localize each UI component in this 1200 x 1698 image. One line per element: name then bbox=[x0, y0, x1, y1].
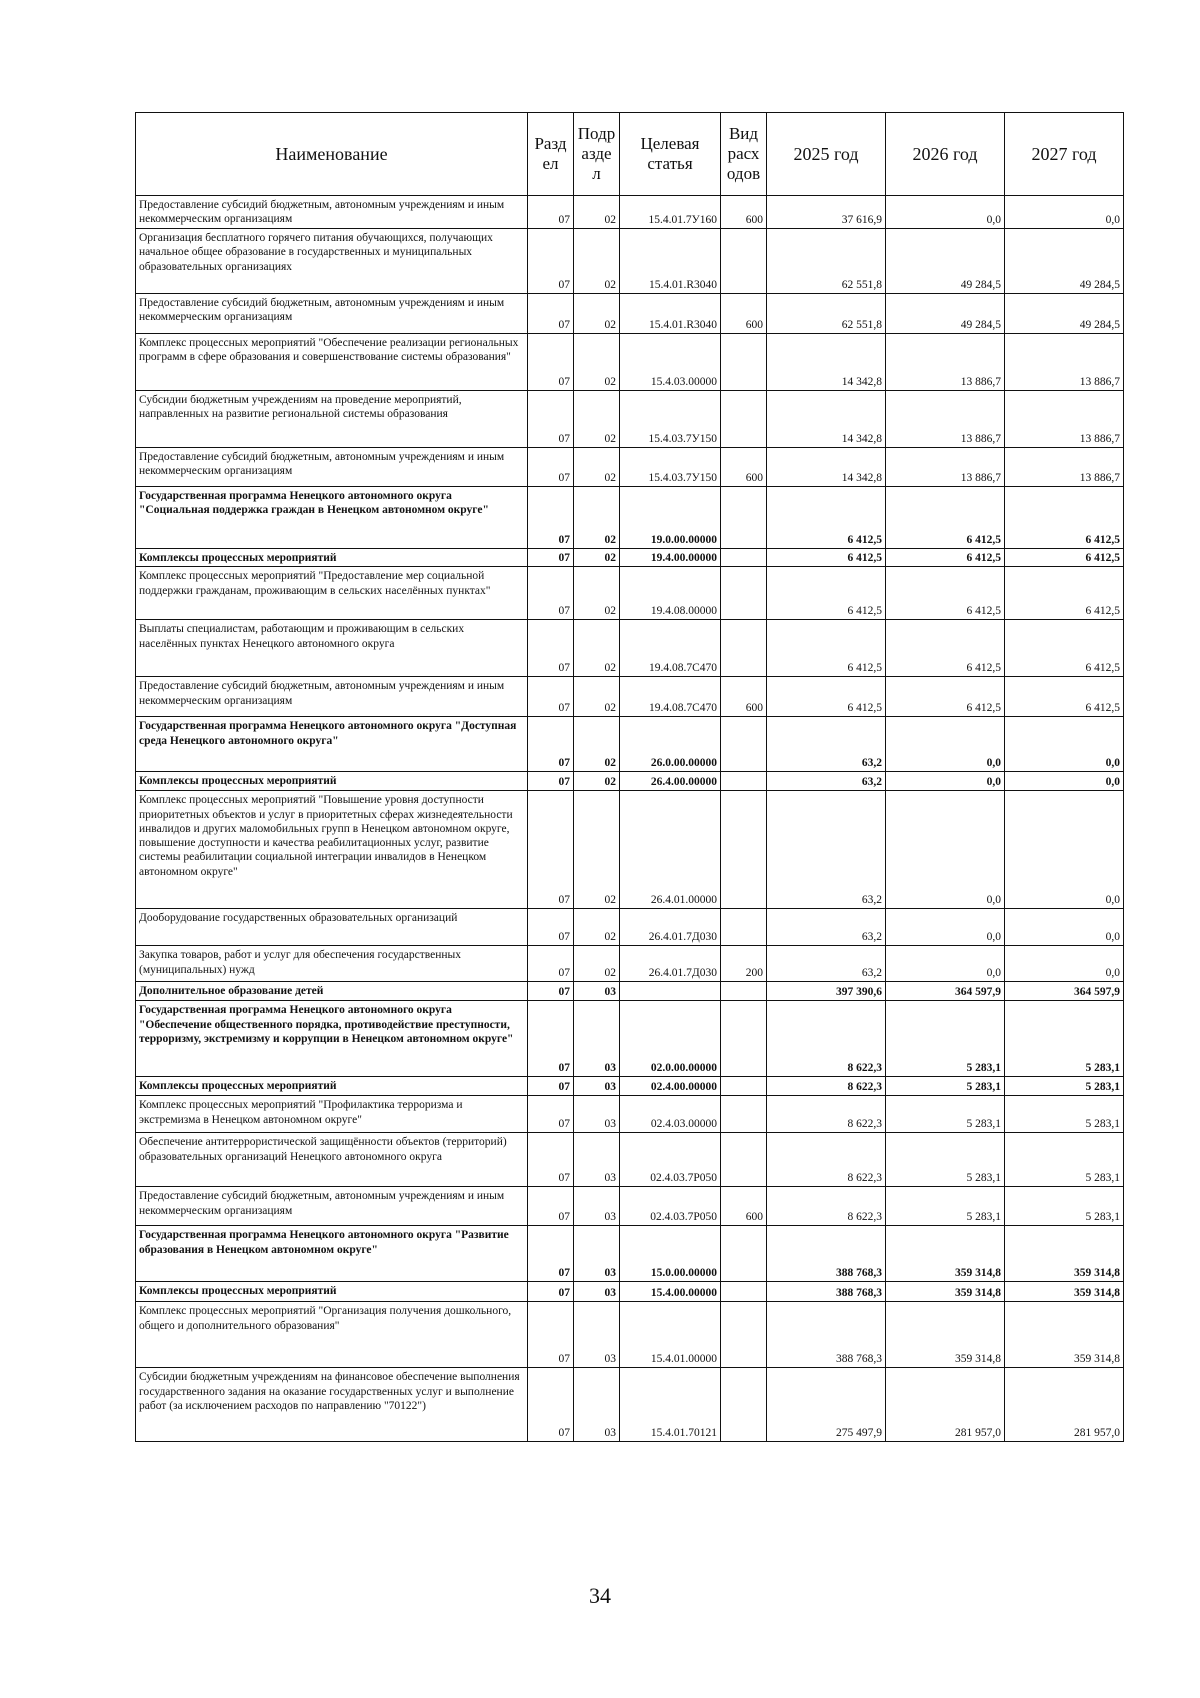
cell-target bbox=[620, 982, 721, 1001]
cell-2025: 14 342,8 bbox=[767, 448, 886, 487]
cell-2025: 8 622,3 bbox=[767, 1001, 886, 1077]
cell-vid bbox=[721, 1282, 767, 1302]
cell-razdel: 07 bbox=[528, 791, 574, 909]
table-row bbox=[136, 1187, 1124, 1226]
cell-2025: 275 497,9 bbox=[767, 1368, 886, 1442]
cell-podrazdel: 02 bbox=[574, 448, 620, 487]
cell-target: 19.0.00.00000 bbox=[620, 487, 721, 549]
cell-2027: 0,0 bbox=[1005, 909, 1124, 946]
cell-2025: 63,2 bbox=[767, 946, 886, 982]
table-row bbox=[136, 677, 1124, 717]
cell-target: 15.4.03.7У150 bbox=[620, 448, 721, 487]
cell-name: Дополнительное образование детей bbox=[136, 982, 528, 1001]
table-row bbox=[136, 487, 1124, 549]
cell-vid bbox=[721, 391, 767, 448]
cell-podrazdel: 02 bbox=[574, 791, 620, 909]
cell-podrazdel: 02 bbox=[574, 549, 620, 567]
cell-2027: 359 314,8 bbox=[1005, 1282, 1124, 1302]
cell-razdel: 07 bbox=[528, 717, 574, 772]
table-row bbox=[136, 1133, 1124, 1187]
cell-2026: 0,0 bbox=[886, 909, 1005, 946]
cell-vid bbox=[721, 982, 767, 1001]
table-row bbox=[136, 946, 1124, 982]
cell-podrazdel: 03 bbox=[574, 1302, 620, 1368]
header-podrazdel: Подр азде л bbox=[574, 113, 620, 196]
cell-2027: 49 284,5 bbox=[1005, 229, 1124, 294]
cell-razdel: 07 bbox=[528, 294, 574, 334]
cell-2027: 13 886,7 bbox=[1005, 448, 1124, 487]
cell-name: Комплекс процессных мероприятий "Профилактика терроризма и экстремизма в Ненецком автономном округе" bbox=[136, 1096, 528, 1133]
cell-name: Комплекс процессных мероприятий "Обеспечение реализации региональных программ в сфере образования и совершенствование системы образования" bbox=[136, 334, 528, 391]
cell-podrazdel: 02 bbox=[574, 717, 620, 772]
header-razdel: Разд ел bbox=[528, 113, 574, 196]
cell-vid bbox=[721, 1226, 767, 1282]
cell-2027: 6 412,5 bbox=[1005, 620, 1124, 677]
cell-vid bbox=[721, 229, 767, 294]
cell-2027: 5 283,1 bbox=[1005, 1187, 1124, 1226]
cell-target: 15.4.00.00000 bbox=[620, 1282, 721, 1302]
cell-name: Дооборудование государственных образовательных организаций bbox=[136, 909, 528, 946]
cell-2026: 5 283,1 bbox=[886, 1187, 1005, 1226]
cell-2026: 0,0 bbox=[886, 717, 1005, 772]
cell-name: Государственная программа Ненецкого автономного округа "Развитие образования в Ненецком автономном округе" bbox=[136, 1226, 528, 1282]
table-row bbox=[136, 1226, 1124, 1282]
cell-razdel: 07 bbox=[528, 772, 574, 791]
cell-2026: 13 886,7 bbox=[886, 448, 1005, 487]
table-row bbox=[136, 1302, 1124, 1368]
cell-target: 19.4.08.7С470 bbox=[620, 620, 721, 677]
cell-razdel: 07 bbox=[528, 229, 574, 294]
cell-2025: 397 390,6 bbox=[767, 982, 886, 1001]
cell-2025: 6 412,5 bbox=[767, 620, 886, 677]
header-2026: 2026 год bbox=[886, 113, 1005, 196]
cell-name: Субсидии бюджетным учреждениям на проведение мероприятий, направленных на развитие региональной системы образования bbox=[136, 391, 528, 448]
cell-2027: 5 283,1 bbox=[1005, 1077, 1124, 1096]
cell-2026: 5 283,1 bbox=[886, 1133, 1005, 1187]
cell-target: 26.4.01.7Д030 bbox=[620, 909, 721, 946]
cell-vid bbox=[721, 717, 767, 772]
cell-vid bbox=[721, 567, 767, 620]
cell-vid: 600 bbox=[721, 1187, 767, 1226]
cell-2027: 0,0 bbox=[1005, 946, 1124, 982]
cell-razdel: 07 bbox=[528, 677, 574, 717]
cell-podrazdel: 03 bbox=[574, 1001, 620, 1077]
cell-podrazdel: 02 bbox=[574, 334, 620, 391]
cell-2025: 63,2 bbox=[767, 909, 886, 946]
cell-2026: 0,0 bbox=[886, 946, 1005, 982]
cell-2027: 0,0 bbox=[1005, 772, 1124, 791]
cell-razdel: 07 bbox=[528, 1368, 574, 1442]
cell-2027: 359 314,8 bbox=[1005, 1302, 1124, 1368]
cell-razdel: 07 bbox=[528, 1226, 574, 1282]
cell-2026: 5 283,1 bbox=[886, 1001, 1005, 1077]
cell-2026: 13 886,7 bbox=[886, 391, 1005, 448]
cell-razdel: 07 bbox=[528, 1133, 574, 1187]
cell-2026: 0,0 bbox=[886, 196, 1005, 229]
cell-vid bbox=[721, 1096, 767, 1133]
cell-2026: 0,0 bbox=[886, 791, 1005, 909]
cell-2026: 49 284,5 bbox=[886, 294, 1005, 334]
cell-target: 02.0.00.00000 bbox=[620, 1001, 721, 1077]
table-row bbox=[136, 791, 1124, 909]
cell-razdel: 07 bbox=[528, 196, 574, 229]
table-row bbox=[136, 294, 1124, 334]
table-body bbox=[136, 196, 1124, 1442]
cell-2027: 5 283,1 bbox=[1005, 1133, 1124, 1187]
cell-2026: 6 412,5 bbox=[886, 677, 1005, 717]
cell-razdel: 07 bbox=[528, 1077, 574, 1096]
cell-2027: 49 284,5 bbox=[1005, 294, 1124, 334]
cell-2025: 8 622,3 bbox=[767, 1096, 886, 1133]
table-row bbox=[136, 549, 1124, 567]
table-row bbox=[136, 772, 1124, 791]
cell-2025: 62 551,8 bbox=[767, 229, 886, 294]
cell-2027: 6 412,5 bbox=[1005, 567, 1124, 620]
cell-name: Обеспечение антитеррористической защищённости объектов (территорий) образовательных организаций Ненецкого автономного округа bbox=[136, 1133, 528, 1187]
cell-podrazdel: 02 bbox=[574, 772, 620, 791]
cell-name: Организация бесплатного горячего питания обучающихся, получающих начальное общее образование в государственных и муниципальных образовательных организациях bbox=[136, 229, 528, 294]
cell-razdel: 07 bbox=[528, 620, 574, 677]
cell-razdel: 07 bbox=[528, 909, 574, 946]
cell-2025: 6 412,5 bbox=[767, 549, 886, 567]
cell-razdel: 07 bbox=[528, 946, 574, 982]
cell-vid: 200 bbox=[721, 946, 767, 982]
cell-name: Предоставление субсидий бюджетным, автономным учреждениям и иным некоммерческим организациям bbox=[136, 1187, 528, 1226]
table-row bbox=[136, 196, 1124, 229]
cell-razdel: 07 bbox=[528, 448, 574, 487]
budget-table bbox=[135, 112, 1124, 1442]
cell-vid bbox=[721, 791, 767, 909]
cell-target: 02.4.03.00000 bbox=[620, 1096, 721, 1133]
cell-name: Комплекс процессных мероприятий "Предоставление мер социальной поддержки гражданам, проживающим в сельских населённых пунктах" bbox=[136, 567, 528, 620]
table-row bbox=[136, 391, 1124, 448]
cell-razdel: 07 bbox=[528, 391, 574, 448]
cell-2027: 6 412,5 bbox=[1005, 549, 1124, 567]
header-name: Наименование bbox=[136, 113, 528, 196]
cell-razdel: 07 bbox=[528, 549, 574, 567]
cell-target: 15.4.01.7У160 bbox=[620, 196, 721, 229]
table-row bbox=[136, 1368, 1124, 1442]
cell-vid bbox=[721, 909, 767, 946]
table-row bbox=[136, 1282, 1124, 1302]
cell-name: Комплексы процессных мероприятий bbox=[136, 1077, 528, 1096]
cell-2025: 8 622,3 bbox=[767, 1187, 886, 1226]
cell-name: Комплекс процессных мероприятий "Повышение уровня доступности приоритетных объектов и услуг в приоритетных сферах жизнедеятельности инвалидов и других маломобильных групп в Ненецком автономном округе, повышение доступности и качества реабилитационных услуг, развитие системы реабилитации социальной интеграции инвалидов в Ненецком автономном округе" bbox=[136, 791, 528, 909]
cell-name: Государственная программа Ненецкого автономного округа "Обеспечение общественного порядка, противодействие преступности, терроризму, экстремизму и коррупции в Ненецком автономном округе" bbox=[136, 1001, 528, 1077]
header-vid: Вид расх одов bbox=[721, 113, 767, 196]
cell-vid: 600 bbox=[721, 448, 767, 487]
cell-target: 02.4.03.7Р050 bbox=[620, 1133, 721, 1187]
cell-target: 15.4.01.70121 bbox=[620, 1368, 721, 1442]
cell-name: Закупка товаров, работ и услуг для обеспечения государственных (муниципальных) нужд bbox=[136, 946, 528, 982]
cell-vid bbox=[721, 1302, 767, 1368]
cell-2025: 6 412,5 bbox=[767, 567, 886, 620]
cell-name: Комплексы процессных мероприятий bbox=[136, 772, 528, 791]
cell-target: 19.4.08.7С470 bbox=[620, 677, 721, 717]
cell-vid bbox=[721, 1368, 767, 1442]
cell-2027: 0,0 bbox=[1005, 717, 1124, 772]
cell-name: Комплекс процессных мероприятий "Организация получения дошкольного, общего и дополнительного образования" bbox=[136, 1302, 528, 1368]
cell-name: Комплексы процессных мероприятий bbox=[136, 549, 528, 567]
cell-2025: 8 622,3 bbox=[767, 1077, 886, 1096]
cell-razdel: 07 bbox=[528, 1187, 574, 1226]
cell-2027: 13 886,7 bbox=[1005, 334, 1124, 391]
cell-2026: 6 412,5 bbox=[886, 620, 1005, 677]
cell-name: Предоставление субсидий бюджетным, автономным учреждениям и иным некоммерческим организациям bbox=[136, 294, 528, 334]
cell-target: 26.0.00.00000 bbox=[620, 717, 721, 772]
cell-vid bbox=[721, 772, 767, 791]
cell-2027: 281 957,0 bbox=[1005, 1368, 1124, 1442]
cell-2027: 6 412,5 bbox=[1005, 677, 1124, 717]
header-target: Целевая статья bbox=[620, 113, 721, 196]
cell-2027: 6 412,5 bbox=[1005, 487, 1124, 549]
cell-podrazdel: 03 bbox=[574, 982, 620, 1001]
cell-podrazdel: 02 bbox=[574, 487, 620, 549]
cell-podrazdel: 03 bbox=[574, 1368, 620, 1442]
cell-razdel: 07 bbox=[528, 1282, 574, 1302]
cell-podrazdel: 02 bbox=[574, 229, 620, 294]
table-row bbox=[136, 1001, 1124, 1077]
page-number: 34 bbox=[589, 1583, 611, 1608]
table-row bbox=[136, 1077, 1124, 1096]
cell-2027: 0,0 bbox=[1005, 791, 1124, 909]
table-row bbox=[136, 1096, 1124, 1133]
cell-vid bbox=[721, 620, 767, 677]
cell-name: Предоставление субсидий бюджетным, автономным учреждениям и иным некоммерческим организациям bbox=[136, 677, 528, 717]
cell-target: 26.4.01.00000 bbox=[620, 791, 721, 909]
cell-vid bbox=[721, 1001, 767, 1077]
cell-target: 15.4.03.7У150 bbox=[620, 391, 721, 448]
cell-vid bbox=[721, 549, 767, 567]
table-row bbox=[136, 717, 1124, 772]
cell-target: 15.4.03.00000 bbox=[620, 334, 721, 391]
cell-razdel: 07 bbox=[528, 567, 574, 620]
cell-2026: 6 412,5 bbox=[886, 549, 1005, 567]
cell-2027: 13 886,7 bbox=[1005, 391, 1124, 448]
table-row bbox=[136, 567, 1124, 620]
cell-2026: 364 597,9 bbox=[886, 982, 1005, 1001]
cell-2025: 37 616,9 bbox=[767, 196, 886, 229]
cell-target: 26.4.01.7Д030 bbox=[620, 946, 721, 982]
cell-target: 02.4.00.00000 bbox=[620, 1077, 721, 1096]
cell-podrazdel: 02 bbox=[574, 620, 620, 677]
cell-2025: 388 768,3 bbox=[767, 1226, 886, 1282]
cell-razdel: 07 bbox=[528, 334, 574, 391]
cell-2026: 0,0 bbox=[886, 772, 1005, 791]
cell-podrazdel: 03 bbox=[574, 1187, 620, 1226]
cell-name: Государственная программа Ненецкого автономного округа "Социальная поддержка граждан в Ненецком автономном округе" bbox=[136, 487, 528, 549]
cell-2026: 281 957,0 bbox=[886, 1368, 1005, 1442]
cell-razdel: 07 bbox=[528, 982, 574, 1001]
cell-2025: 6 412,5 bbox=[767, 677, 886, 717]
cell-target: 02.4.03.7Р050 bbox=[620, 1187, 721, 1226]
table-row bbox=[136, 909, 1124, 946]
cell-podrazdel: 02 bbox=[574, 294, 620, 334]
cell-2027: 364 597,9 bbox=[1005, 982, 1124, 1001]
cell-target: 19.4.08.00000 bbox=[620, 567, 721, 620]
cell-2025: 63,2 bbox=[767, 717, 886, 772]
cell-podrazdel: 02 bbox=[574, 196, 620, 229]
cell-2026: 13 886,7 bbox=[886, 334, 1005, 391]
cell-2025: 62 551,8 bbox=[767, 294, 886, 334]
cell-podrazdel: 02 bbox=[574, 391, 620, 448]
cell-2026: 49 284,5 bbox=[886, 229, 1005, 294]
cell-podrazdel: 02 bbox=[574, 946, 620, 982]
cell-vid bbox=[721, 1133, 767, 1187]
header-2027: 2027 год bbox=[1005, 113, 1124, 196]
header-2025: 2025 год bbox=[767, 113, 886, 196]
cell-podrazdel: 03 bbox=[574, 1096, 620, 1133]
table-row bbox=[136, 982, 1124, 1001]
cell-2027: 5 283,1 bbox=[1005, 1001, 1124, 1077]
cell-2026: 6 412,5 bbox=[886, 567, 1005, 620]
cell-2025: 8 622,3 bbox=[767, 1133, 886, 1187]
cell-vid: 600 bbox=[721, 196, 767, 229]
cell-vid bbox=[721, 1077, 767, 1096]
cell-name: Комплексы процессных мероприятий bbox=[136, 1282, 528, 1302]
cell-podrazdel: 03 bbox=[574, 1226, 620, 1282]
cell-2025: 63,2 bbox=[767, 791, 886, 909]
cell-2025: 63,2 bbox=[767, 772, 886, 791]
cell-name: Предоставление субсидий бюджетным, автономным учреждениям и иным некоммерческим организациям bbox=[136, 448, 528, 487]
table-row bbox=[136, 620, 1124, 677]
cell-target: 15.0.00.00000 bbox=[620, 1226, 721, 1282]
cell-razdel: 07 bbox=[528, 1001, 574, 1077]
cell-vid: 600 bbox=[721, 294, 767, 334]
cell-2026: 359 314,8 bbox=[886, 1226, 1005, 1282]
cell-podrazdel: 03 bbox=[574, 1077, 620, 1096]
cell-2025: 388 768,3 bbox=[767, 1302, 886, 1368]
cell-target: 19.4.00.00000 bbox=[620, 549, 721, 567]
cell-2026: 6 412,5 bbox=[886, 487, 1005, 549]
table-row bbox=[136, 229, 1124, 294]
cell-name: Субсидии бюджетным учреждениям на финансовое обеспечение выполнения государственного задания на оказание государственных услуг и выполнение работ (за исключением расходов по направлению "70122") bbox=[136, 1368, 528, 1442]
cell-podrazdel: 02 bbox=[574, 677, 620, 717]
cell-razdel: 07 bbox=[528, 487, 574, 549]
cell-name: Предоставление субсидий бюджетным, автономным учреждениям и иным некоммерческим организациям bbox=[136, 196, 528, 229]
cell-2027: 5 283,1 bbox=[1005, 1096, 1124, 1133]
cell-target: 15.4.01.00000 bbox=[620, 1302, 721, 1368]
cell-2026: 359 314,8 bbox=[886, 1302, 1005, 1368]
cell-target: 26.4.00.00000 bbox=[620, 772, 721, 791]
cell-2026: 5 283,1 bbox=[886, 1077, 1005, 1096]
cell-razdel: 07 bbox=[528, 1302, 574, 1368]
cell-name: Государственная программа Ненецкого автономного округа "Доступная среда Ненецкого автономного округа" bbox=[136, 717, 528, 772]
cell-2026: 5 283,1 bbox=[886, 1096, 1005, 1133]
cell-target: 15.4.01.R3040 bbox=[620, 229, 721, 294]
cell-2025: 14 342,8 bbox=[767, 334, 886, 391]
cell-name: Выплаты специалистам, работающим и проживающим в сельских населённых пунктах Ненецкого автономного округа bbox=[136, 620, 528, 677]
cell-2025: 388 768,3 bbox=[767, 1282, 886, 1302]
table-row bbox=[136, 448, 1124, 487]
cell-podrazdel: 03 bbox=[574, 1133, 620, 1187]
cell-podrazdel: 03 bbox=[574, 1282, 620, 1302]
cell-2025: 14 342,8 bbox=[767, 391, 886, 448]
cell-vid bbox=[721, 334, 767, 391]
table-row bbox=[136, 334, 1124, 391]
cell-vid bbox=[721, 487, 767, 549]
table-header-row bbox=[136, 113, 1124, 196]
cell-2027: 359 314,8 bbox=[1005, 1226, 1124, 1282]
cell-target: 15.4.01.R3040 bbox=[620, 294, 721, 334]
cell-2025: 6 412,5 bbox=[767, 487, 886, 549]
cell-vid: 600 bbox=[721, 677, 767, 717]
cell-2027: 0,0 bbox=[1005, 196, 1124, 229]
cell-razdel: 07 bbox=[528, 1096, 574, 1133]
cell-podrazdel: 02 bbox=[574, 567, 620, 620]
cell-podrazdel: 02 bbox=[574, 909, 620, 946]
cell-2026: 359 314,8 bbox=[886, 1282, 1005, 1302]
